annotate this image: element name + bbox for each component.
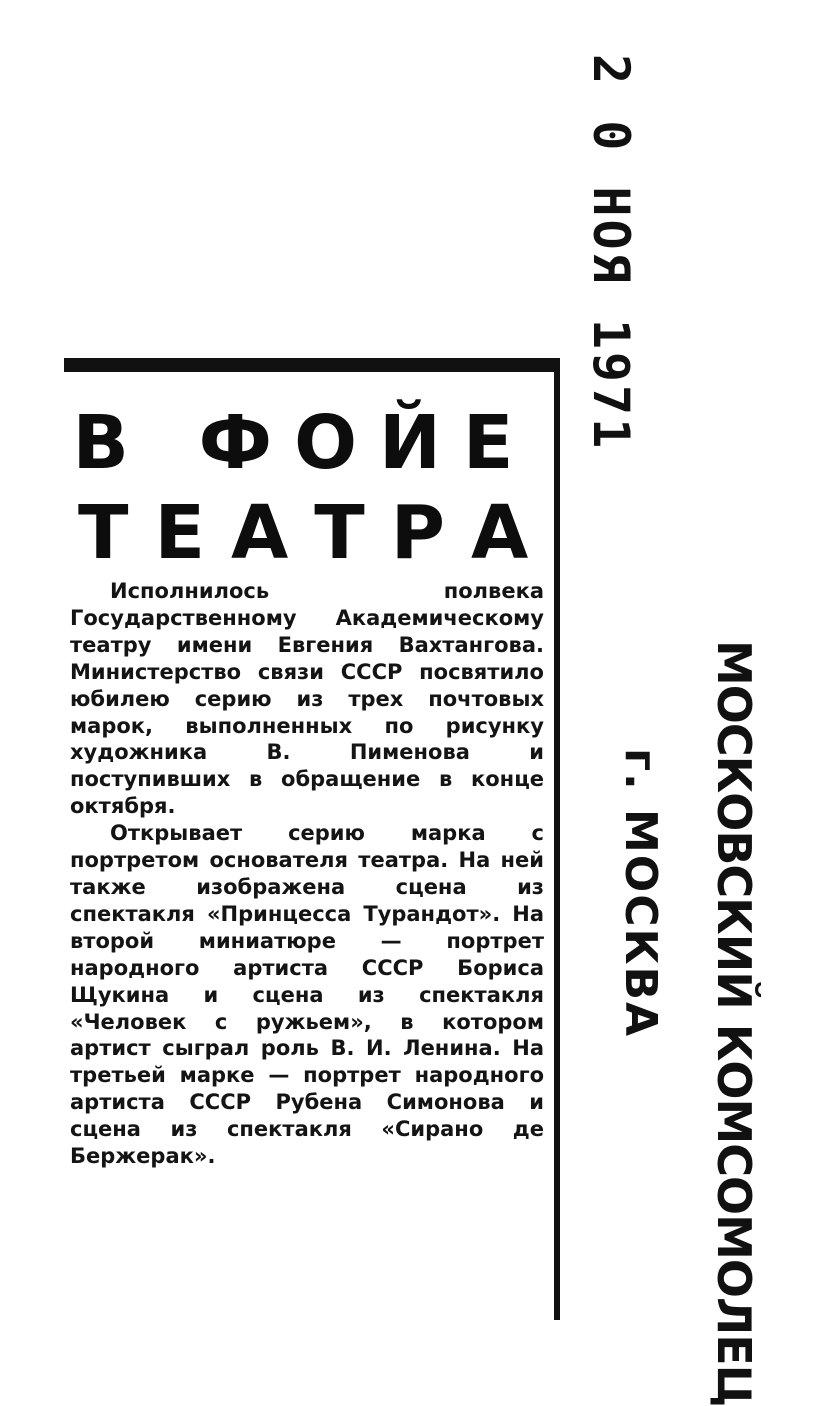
source-stamp <box>600 640 770 1406</box>
headline-line-2: ТЕАТРА <box>78 490 555 576</box>
headline-line-1: В ФОЙЕ <box>72 400 536 486</box>
newspaper-city: г. МОСКВА <box>615 748 666 1039</box>
article-headline <box>64 398 555 578</box>
right-border-rule <box>554 358 560 1320</box>
article-body <box>70 578 544 1170</box>
date-stamp <box>582 54 690 452</box>
top-border-rule <box>64 358 558 372</box>
newspaper-clipping <box>64 358 558 1318</box>
article-paragraph-2: Открывает серию марка с портретом основателя театра. На ней также изображена сцена из спектакля «Принцесса Турандот». На второй миниатюре — портрет народного артиста СССР Бориса Щукина и сцена из спектакля «Человек с ружьем», в котором артист сыграл роль В. И. Ленина. На третьей марке — портрет народного артиста СССР Рубена Симонова и сцена из спектакля «Сирано де Бержерак». <box>70 821 544 1169</box>
article-paragraph-1: Исполнилось полвека Государственному Академическому театру имени Евгения Вахтангова. Министерство связи СССР посвятило юбилею серию из трех почтовых марок, выполненных по рисунку художника В. Пименова и поступивших в обращение в конце октября. <box>70 579 544 819</box>
date-stamp-text: 2 0 НОЯ 1971 <box>582 54 640 452</box>
newspaper-name: МОСКОВСКИЙ КОМСОМОЛЕЦ <box>707 640 761 1406</box>
